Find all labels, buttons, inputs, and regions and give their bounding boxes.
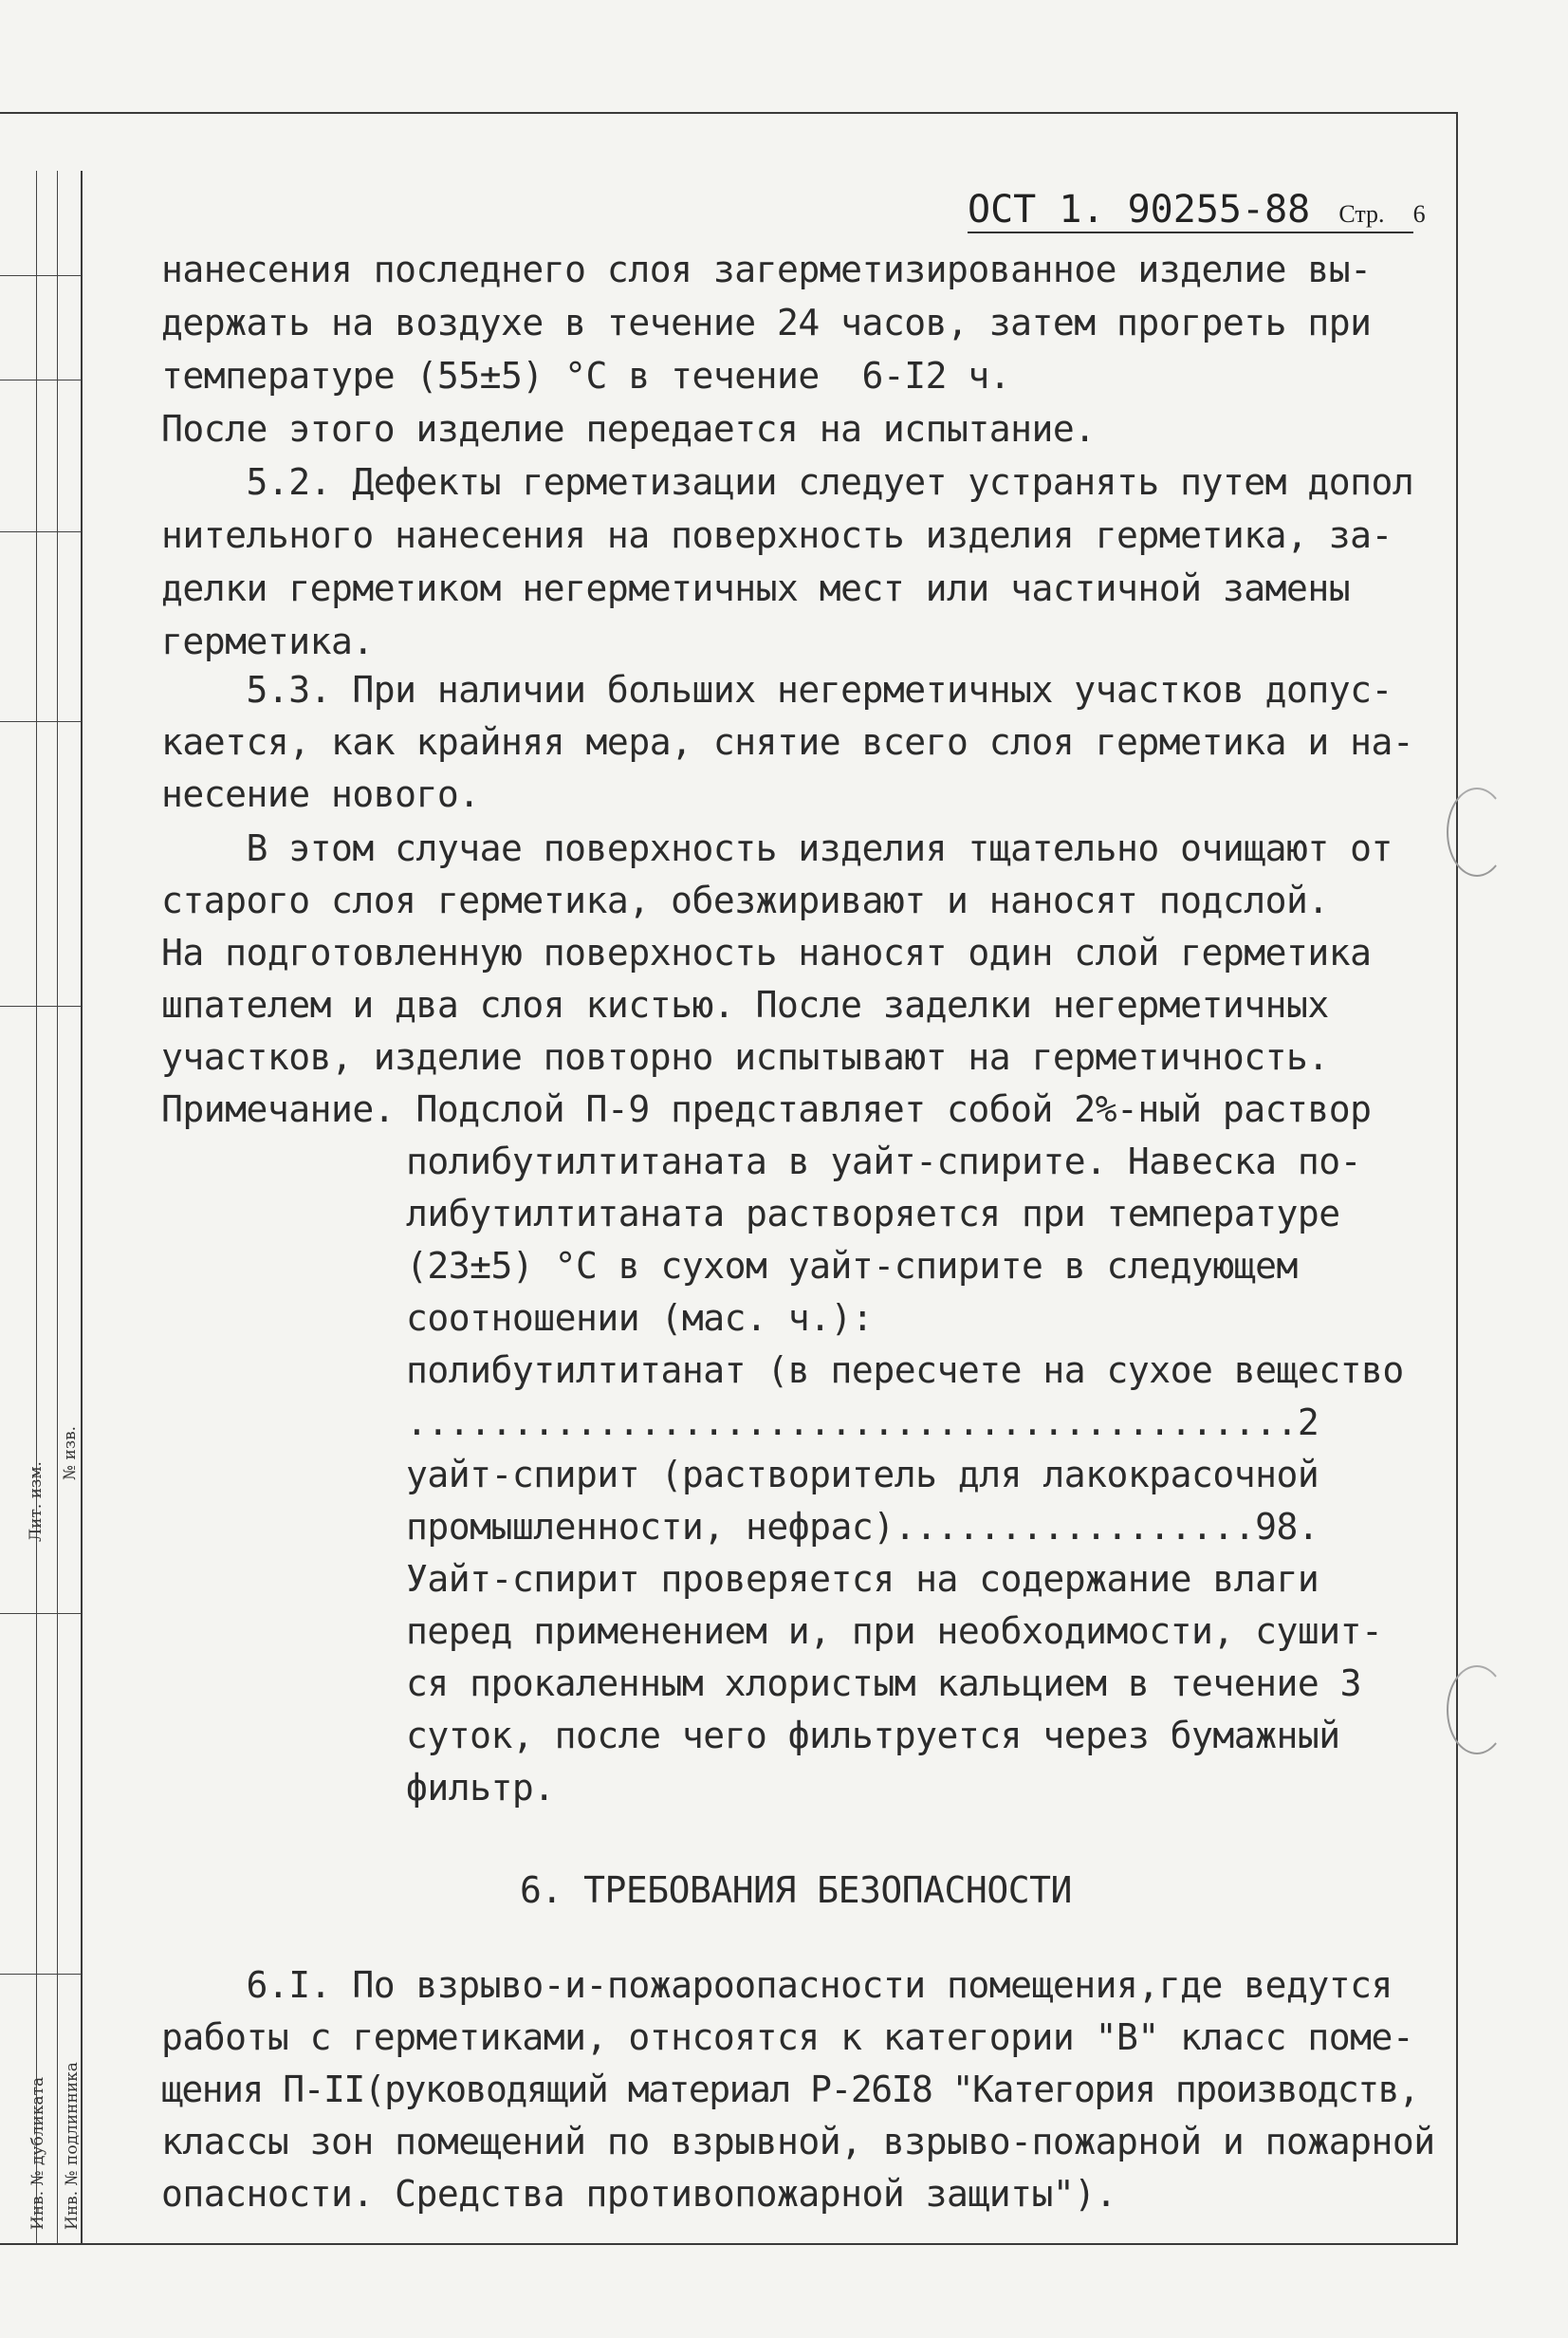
margin-column-line	[36, 171, 37, 2243]
section-body-line: работы с герметиками, отнсоятся к категории "В" класс поме-	[161, 2016, 1414, 2058]
margin-row-line	[0, 721, 81, 722]
note-line: промышленности, нефрас).................98.	[406, 1506, 1319, 1548]
body-line: 5.3. При наличии больших негерметичных участков допус-	[161, 669, 1393, 711]
body-line: кается, как крайняя мера, снятие всего слоя герметика и на-	[161, 721, 1414, 763]
section-body-line: щения П-II(руководящий материал Р-26I8 "Категория производств,	[161, 2069, 1419, 2110]
note-line: полибутилтитаната в уайт-спирите. Навеска по-	[406, 1141, 1362, 1182]
body-line: несение нового.	[161, 773, 480, 815]
note-line: ..........................................2	[406, 1401, 1319, 1443]
margin-row-line	[0, 1613, 81, 1614]
note-line: либутилтитаната растворяется при температуре	[406, 1193, 1340, 1234]
margin-label-lit-izm: Лит. изм.	[27, 1461, 46, 1542]
frame-bottom-border	[0, 2243, 1458, 2245]
body-line: На подготовленную поверхность наносят один слой герметика	[161, 932, 1372, 974]
binding-hole	[1447, 1665, 1507, 1754]
body-line: нительного нанесения на поверхность изделия герметика, за-	[161, 514, 1393, 556]
note-line: полибутилтитанат (в пересчете на сухое вещество	[406, 1349, 1404, 1391]
margin-row-line	[0, 275, 81, 276]
frame-right-border	[1456, 112, 1458, 2243]
frame-top-border	[0, 112, 1456, 114]
note-line: уайт-спирит (растворитель для лакокрасочной	[406, 1454, 1319, 1495]
margin-row-line	[0, 531, 81, 532]
note-line: Уайт-спирит проверяется на содержание влаги	[406, 1558, 1319, 1600]
header-rule	[968, 232, 1413, 233]
note-line: соотношении (мас. ч.):	[406, 1297, 874, 1339]
margin-label-inv-podl: Инв. № подлинника	[63, 2062, 82, 2230]
body-line: старого слоя герметика, обезжиривают и наносят подслой.	[161, 880, 1329, 921]
document-code: ОСТ 1. 90255-88	[968, 188, 1311, 232]
note-line: ся прокаленным хлористым кальцием в течение 3	[406, 1662, 1362, 1704]
section-body-line: опасности. Средства противопожарной защиты").	[161, 2173, 1117, 2215]
note-line: фильтр.	[406, 1767, 555, 1809]
margin-label-inv-dubl: Инв. № дубликата	[28, 2076, 47, 2230]
body-line: делки герметиком негерметичных мест или частичной замены	[161, 567, 1351, 609]
binding-hole	[1447, 788, 1507, 877]
note-line: (23±5) °С в сухом уайт-спирите в следующем	[406, 1245, 1298, 1287]
body-line: В этом случае поверхность изделия тщательно очищают от	[161, 827, 1393, 869]
section-body-line: 6.I. По взрыво-и-пожароопасности помещения,где ведутся	[161, 1964, 1393, 2006]
body-line: нанесения последнего слоя загерметизированное изделие вы-	[161, 249, 1372, 290]
note-line: суток, после чего фильтруется через бумажный	[406, 1715, 1340, 1756]
page-number: 6	[1412, 200, 1426, 228]
margin-row-line	[0, 1006, 81, 1007]
body-line: держать на воздухе в течение 24 часов, затем прогреть при	[161, 302, 1372, 343]
note-line: перед применением и, при необходимости, сушит-	[406, 1610, 1383, 1652]
page-header	[968, 188, 1426, 232]
body-line: После этого изделие передается на испытание.	[161, 408, 1096, 450]
body-line: участков, изделие повторно испытывают на герметичность.	[161, 1036, 1329, 1078]
frame-left-border	[81, 171, 83, 2243]
body-line: температуре (55±5) °С в течение 6-I2 ч.	[161, 355, 1011, 397]
body-line: шпателем и два слоя кистью. После заделки негерметичных	[161, 984, 1329, 1026]
margin-label-n-izv: № изв.	[61, 1425, 80, 1480]
body-line: Примечание. Подслой П-9 представляет собой 2%-ный раствор	[161, 1088, 1372, 1130]
section-body-line: классы зон помещений по взрывной, взрыво-пожарной и пожарной	[161, 2121, 1435, 2162]
section-title: 6. ТРЕБОВАНИЯ БЕЗОПАСНОСТИ	[520, 1869, 1072, 1911]
page-label: Стр.	[1338, 200, 1385, 228]
margin-row-line	[0, 1974, 81, 1975]
body-line: 5.2. Дефекты герметизации следует устранять путем допол	[161, 461, 1414, 503]
body-line: герметика.	[161, 621, 374, 662]
margin-column-line	[57, 171, 58, 2243]
